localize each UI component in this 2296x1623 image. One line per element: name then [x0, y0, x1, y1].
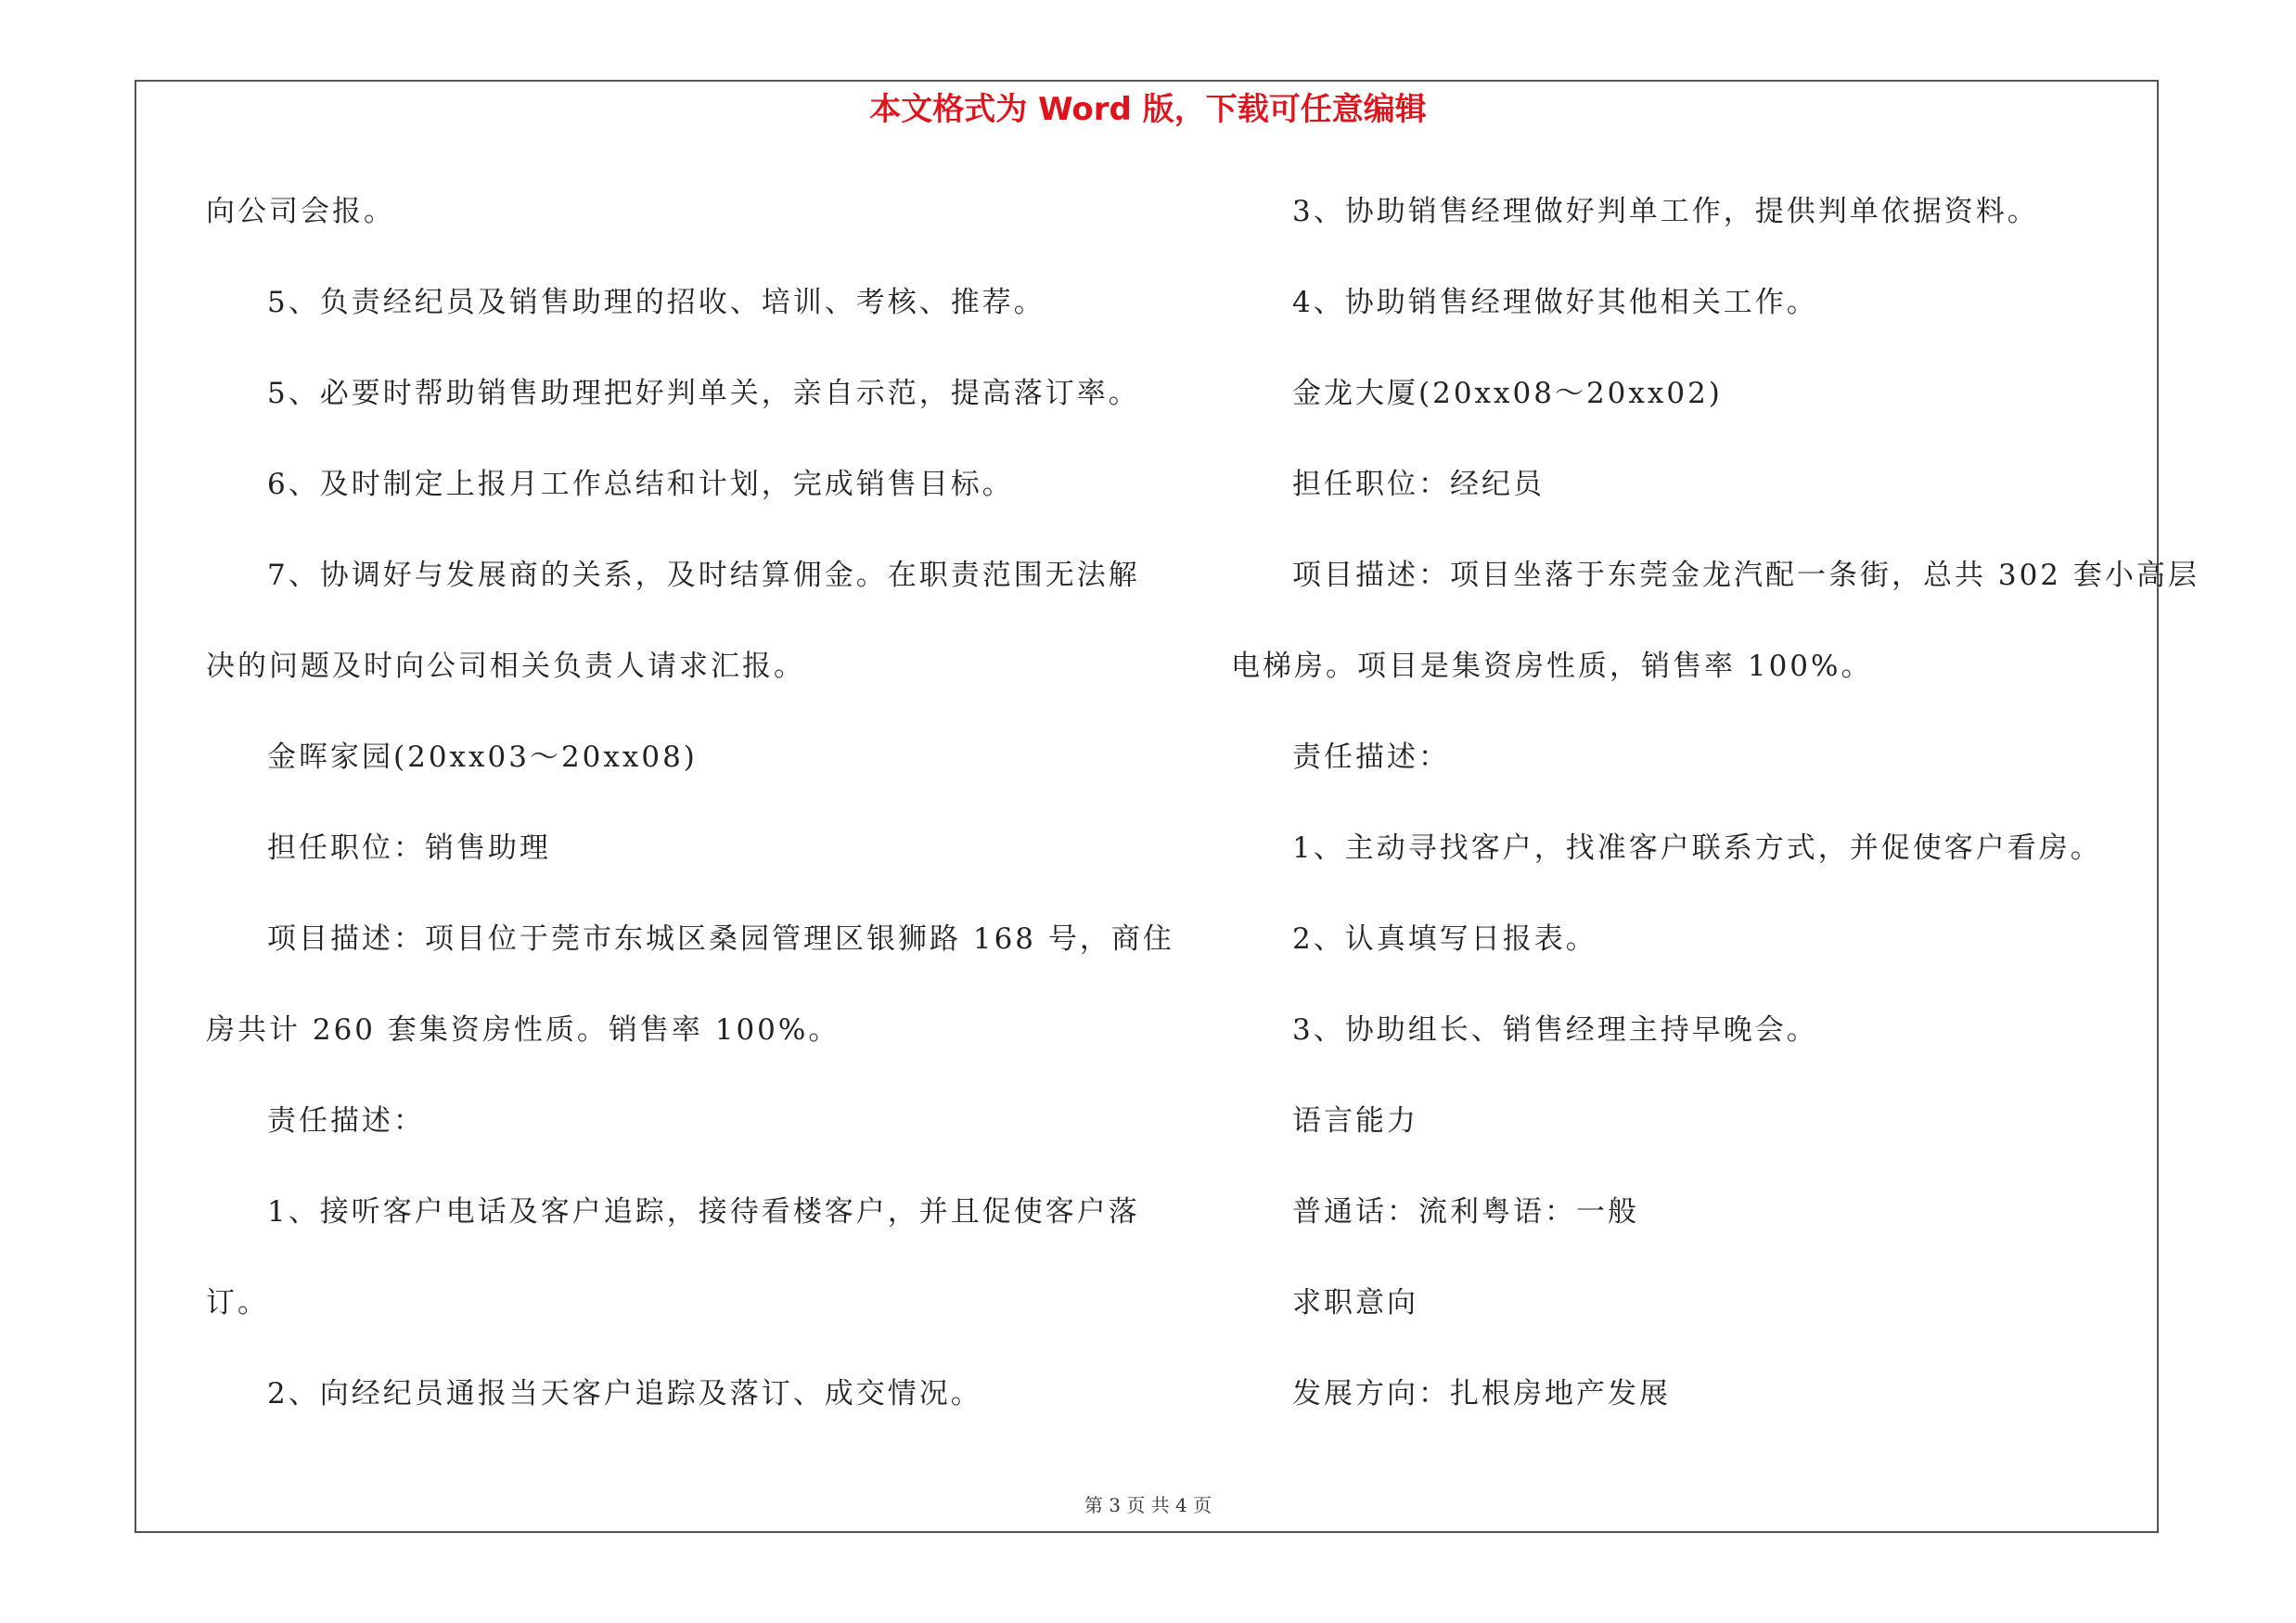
left-line-10: 房共计 260 套集资房性质。销售率 100%。	[206, 1013, 840, 1047]
right-line-8: 1、主动寻找客户，找准客户联系方式，并促使客户看房。	[1292, 831, 2102, 865]
right-line-14: 发展方向：扎根房地产发展	[1292, 1377, 1671, 1410]
right-line-7: 责任描述：	[1292, 741, 1450, 774]
left-line-7: 金晖家园(20xx03～20xx08)	[267, 741, 698, 774]
left-line-12: 1、接听客户电话及客户追踪，接待看楼客户，并且促使客户落	[267, 1195, 1140, 1229]
left-line-13: 订。	[206, 1286, 269, 1320]
left-line-14: 2、向经纪员通报当天客户追踪及落订、成交情况。	[267, 1377, 982, 1410]
right-line-3: 金龙大厦(20xx08～20xx02)	[1292, 377, 1723, 410]
right-line-11: 语言能力	[1292, 1104, 1418, 1138]
page-number: 第 3 页 共 4 页	[1084, 1494, 1212, 1516]
right-line-12: 普通话：流利粤语：一般	[1292, 1195, 1639, 1229]
left-line-6: 决的问题及时向公司相关负责人请求汇报。	[206, 650, 805, 683]
right-text-column	[1231, 182, 2200, 1455]
left-line-2: 5、负责经纪员及销售助理的招收、培训、考核、推荐。	[267, 286, 1045, 319]
left-text-column	[206, 182, 1174, 1455]
left-line-11: 责任描述：	[267, 1104, 425, 1138]
left-line-8: 担任职位：销售助理	[267, 831, 551, 865]
right-line-9: 2、认真填写日报表。	[1292, 922, 1597, 956]
left-line-1: 向公司会报。	[206, 195, 395, 228]
left-line-3: 5、必要时帮助销售助理把好判单关，亲自示范，提高落订率。	[267, 377, 1140, 410]
right-line-10: 3、协助组长、销售经理主持早晚会。	[1292, 1013, 1818, 1047]
left-line-5: 7、协调好与发展商的关系，及时结算佣金。在职责范围无法解	[267, 559, 1140, 592]
right-line-13: 求职意向	[1292, 1286, 1418, 1320]
format-notice-banner: 本文格式为 Word 版，下载可任意编辑	[869, 91, 1427, 128]
right-line-5: 项目描述：项目坐落于东莞金龙汽配一条街，总共 302 套小高层	[1292, 559, 2200, 592]
right-line-6: 电梯房。项目是集资房性质，销售率 100%。	[1231, 650, 1873, 683]
right-line-1: 3、协助销售经理做好判单工作，提供判单依据资料。	[1292, 195, 2039, 228]
left-line-9: 项目描述：项目位于莞市东城区桑园管理区银狮路 168 号，商住	[267, 922, 1174, 956]
right-line-2: 4、协助销售经理做好其他相关工作。	[1292, 286, 1818, 319]
right-line-4: 担任职位：经纪员	[1292, 468, 1545, 501]
left-line-4: 6、及时制定上报月工作总结和计划，完成销售目标。	[267, 468, 1014, 501]
